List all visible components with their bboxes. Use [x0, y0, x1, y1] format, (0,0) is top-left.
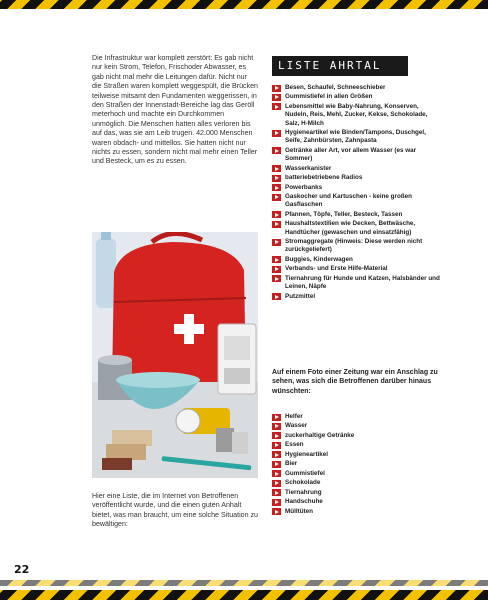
- arrow-bullet-icon: [272, 266, 281, 273]
- list-item: Tiernahrung für Hunde und Katzen, Halsbänder und Leinen, Näpfe: [272, 275, 440, 292]
- list-item: Wasser: [272, 422, 440, 430]
- arrow-bullet-icon: [272, 221, 281, 228]
- arrow-bullet-icon: [272, 184, 281, 191]
- arrow-bullet-icon: [272, 470, 281, 477]
- wish-list: [272, 413, 440, 517]
- hazard-stripe-bottom: [0, 590, 488, 600]
- list-item: Putzmittel: [272, 293, 440, 301]
- arrow-bullet-icon: [272, 194, 281, 201]
- list-item: Mülltüten: [272, 508, 440, 516]
- list-item: Essen: [272, 441, 440, 449]
- arrow-bullet-icon: [272, 499, 281, 506]
- arrow-bullet-icon: [272, 489, 281, 496]
- arrow-bullet-icon: [272, 275, 281, 282]
- list-item: Buggies, Kinderwagen: [272, 256, 440, 264]
- list-item: Stromaggregate (Hinweis: Diese werden nicht zurückgeliefert): [272, 238, 440, 255]
- hazard-stripe-top: [0, 0, 488, 9]
- arrow-bullet-icon: [272, 461, 281, 468]
- list-item: Verbands- und Erste Hilfe-Material: [272, 265, 440, 273]
- list-item: Haushaltstextilien wie Decken, Bettwäsche, Handtücher (gewaschen und einsatzfähig): [272, 220, 440, 237]
- arrow-bullet-icon: [272, 508, 281, 515]
- page-number: 22: [14, 563, 30, 576]
- wishes-paragraph: Auf einem Foto einer Zeitung war ein Anschlag zu sehen, was sich die Betroffenen darüber hinaus wünschten:: [272, 369, 438, 395]
- hazard-stripe-bottom-thin: [0, 580, 488, 586]
- list-title: LISTE AHRTAL: [272, 56, 408, 76]
- arrow-bullet-icon: [272, 103, 281, 110]
- list-item: Helfer: [272, 413, 440, 421]
- arrow-bullet-icon: [272, 480, 281, 487]
- list-item: Hygieneartikel: [272, 451, 440, 459]
- list-item: batteriebetriebene Radios: [272, 174, 440, 182]
- list-item: Gummistiefel: [272, 470, 440, 478]
- list-item: Gaskocher und Kartuschen - keine großen Gasflaschen: [272, 193, 440, 210]
- list-item: Handschuhe: [272, 498, 440, 506]
- list-item: Powerbanks: [272, 184, 440, 192]
- arrow-bullet-icon: [272, 414, 281, 421]
- list-item: Getränke aller Art, vor allem Wasser (es war Sommer): [272, 147, 440, 164]
- list-item: zuckerhaltige Getränke: [272, 432, 440, 440]
- list-item: Lebensmittel wie Baby-Nahrung, Konserven, Nudeln, Reis, Mehl, Zucker, Kekse, Schokolade, Salz, H-Milch: [272, 103, 440, 128]
- intro-paragraph: Die Infrastruktur war komplett zerstört: Es gab nicht nur kein Strom, Telefon, Frischoder Abwasser, es gab nicht mal mehr die Leitungen dafür. Nicht nur die Straßen waren komplett weggespült, die Brücken teilweise mitsamt den Fundamenten weggerissen, in den Straßen der Innenstadt-Bereiche lag das Geröll meterhoch und machte ein Durchkommen unmöglich. Die Menschen hatten alles verloren bis auf das, was sie am Leib trugen. 42.000 Menschen waren obdach- und mittellos. Sie hatten nicht nur nichts zu essen, sondern nicht mal mehr einen Teller und Besteck, um es zu essen.: [92, 54, 259, 166]
- arrow-bullet-icon: [272, 130, 281, 137]
- list-item: Bier: [272, 460, 440, 468]
- supply-list: [272, 84, 440, 302]
- list-item: Besen, Schaufel, Schneeschieber: [272, 84, 440, 92]
- arrow-bullet-icon: [272, 442, 281, 449]
- arrow-bullet-icon: [272, 239, 281, 246]
- arrow-bullet-icon: [272, 147, 281, 154]
- list-item: Schokolade: [272, 479, 440, 487]
- arrow-bullet-icon: [272, 85, 281, 92]
- arrow-bullet-icon: [272, 423, 281, 430]
- arrow-bullet-icon: [272, 293, 281, 300]
- list-item: Pfannen, Töpfe, Teller, Besteck, Tassen: [272, 211, 440, 219]
- arrow-bullet-icon: [272, 256, 281, 263]
- list-item: Gummistiefel in allen Größen: [272, 93, 440, 101]
- arrow-bullet-icon: [272, 165, 281, 172]
- list-intro-paragraph: Hier eine Liste, die im Internet von Betroffenen veröffentlicht wurde, und die einen guten Anhalt bietet, was man braucht, um eine solche Situation zu bewältigen:: [92, 492, 259, 529]
- list-item: Wasserkanister: [272, 165, 440, 173]
- arrow-bullet-icon: [272, 94, 281, 101]
- list-item: Hygieneartikel wie Binden/Tampons, Duschgel, Seife, Zahnbürsten, Zahnpasta: [272, 129, 440, 146]
- arrow-bullet-icon: [272, 175, 281, 182]
- arrow-bullet-icon: [272, 432, 281, 439]
- arrow-bullet-icon: [272, 451, 281, 458]
- arrow-bullet-icon: [272, 211, 281, 218]
- list-item: Tiernahrung: [272, 489, 440, 497]
- emergency-supplies-photo: [92, 232, 258, 478]
